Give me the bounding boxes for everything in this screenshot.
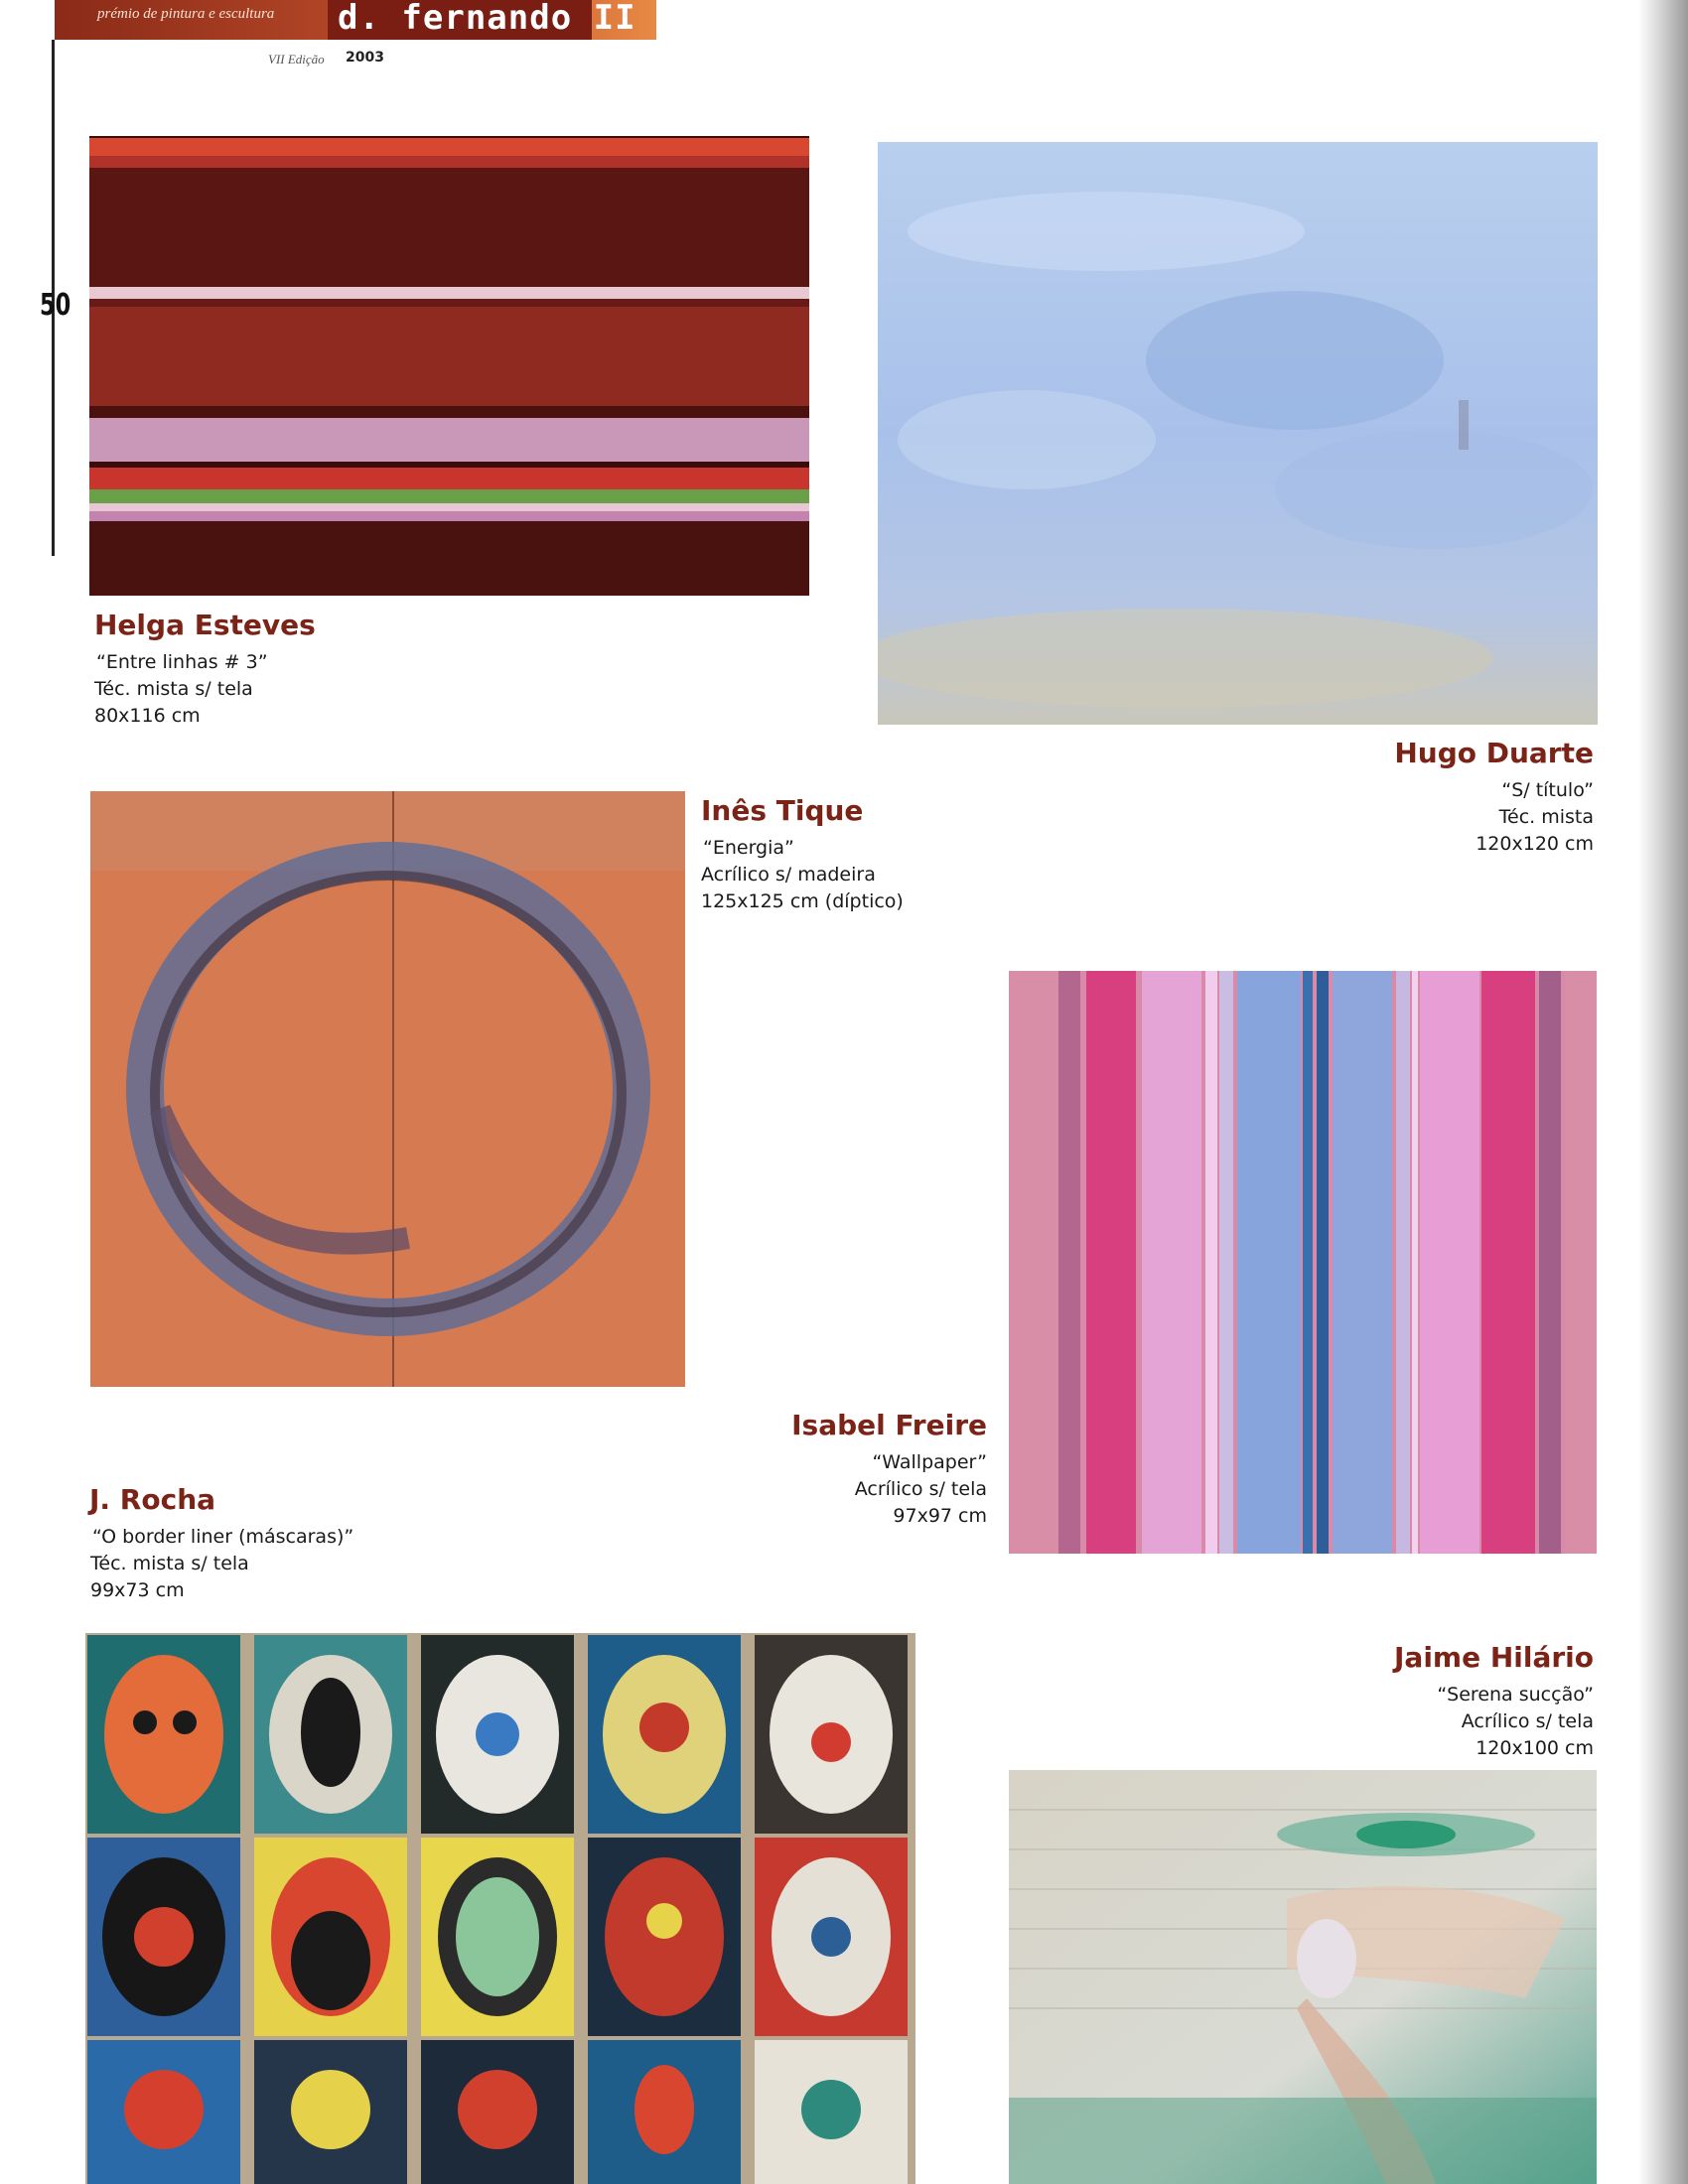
artwork-dimensions: 97x97 cm — [893, 1505, 987, 1527]
artist-name: Isabel Freire — [791, 1409, 987, 1441]
artist-name: Inês Tique — [701, 794, 864, 827]
artwork-title: “Wallpaper” — [872, 1451, 987, 1473]
artwork-dimensions: 120x120 cm — [1476, 833, 1594, 855]
artwork-title: “O border liner (máscaras)” — [92, 1526, 354, 1548]
artwork-dimensions: 120x100 cm — [1476, 1737, 1594, 1759]
painting-entre-linhas — [89, 136, 809, 596]
painting-energia — [90, 791, 685, 1387]
artist-name: Jaime Hilário — [1394, 1641, 1594, 1674]
artwork-technique: Acrílico s/ tela — [854, 1478, 987, 1500]
artwork-technique: Acrílico s/ madeira — [701, 864, 876, 886]
painting-s-titulo — [878, 142, 1598, 725]
artwork-dimensions: 125x125 cm (díptico) — [701, 890, 904, 912]
artist-name: Helga Esteves — [94, 609, 316, 641]
artist-name: Hugo Duarte — [1394, 737, 1594, 769]
artwork-technique: Acrílico s/ tela — [1461, 1710, 1594, 1732]
painting-border-liner — [85, 1633, 915, 2184]
artwork-technique: Téc. mista s/ tela — [90, 1553, 249, 1574]
header-title: d. fernando II — [338, 0, 636, 38]
header-year: 2003 — [346, 50, 384, 66]
artwork-technique: Téc. mista — [1498, 806, 1594, 828]
page-number: 50 — [40, 288, 71, 323]
header-subtitle: prémio de pintura e escultura — [97, 6, 275, 22]
painting-wallpaper — [1009, 971, 1597, 1554]
artwork-technique: Téc. mista s/ tela — [94, 678, 253, 700]
artwork-title: “Serena sucção” — [1437, 1684, 1594, 1706]
artwork-title: “S/ título” — [1501, 779, 1594, 801]
artwork-dimensions: 80x116 cm — [94, 705, 201, 727]
artist-name: J. Rocha — [89, 1483, 216, 1516]
painting-serena-succao — [1009, 1770, 1597, 2184]
artwork-title: “Entre linhas # 3” — [96, 651, 268, 673]
page-gutter-shadow — [1638, 0, 1688, 2184]
artwork-dimensions: 99x73 cm — [90, 1579, 185, 1601]
artwork-title: “Energia” — [703, 837, 794, 859]
header-edition: VII Edição — [268, 52, 325, 67]
